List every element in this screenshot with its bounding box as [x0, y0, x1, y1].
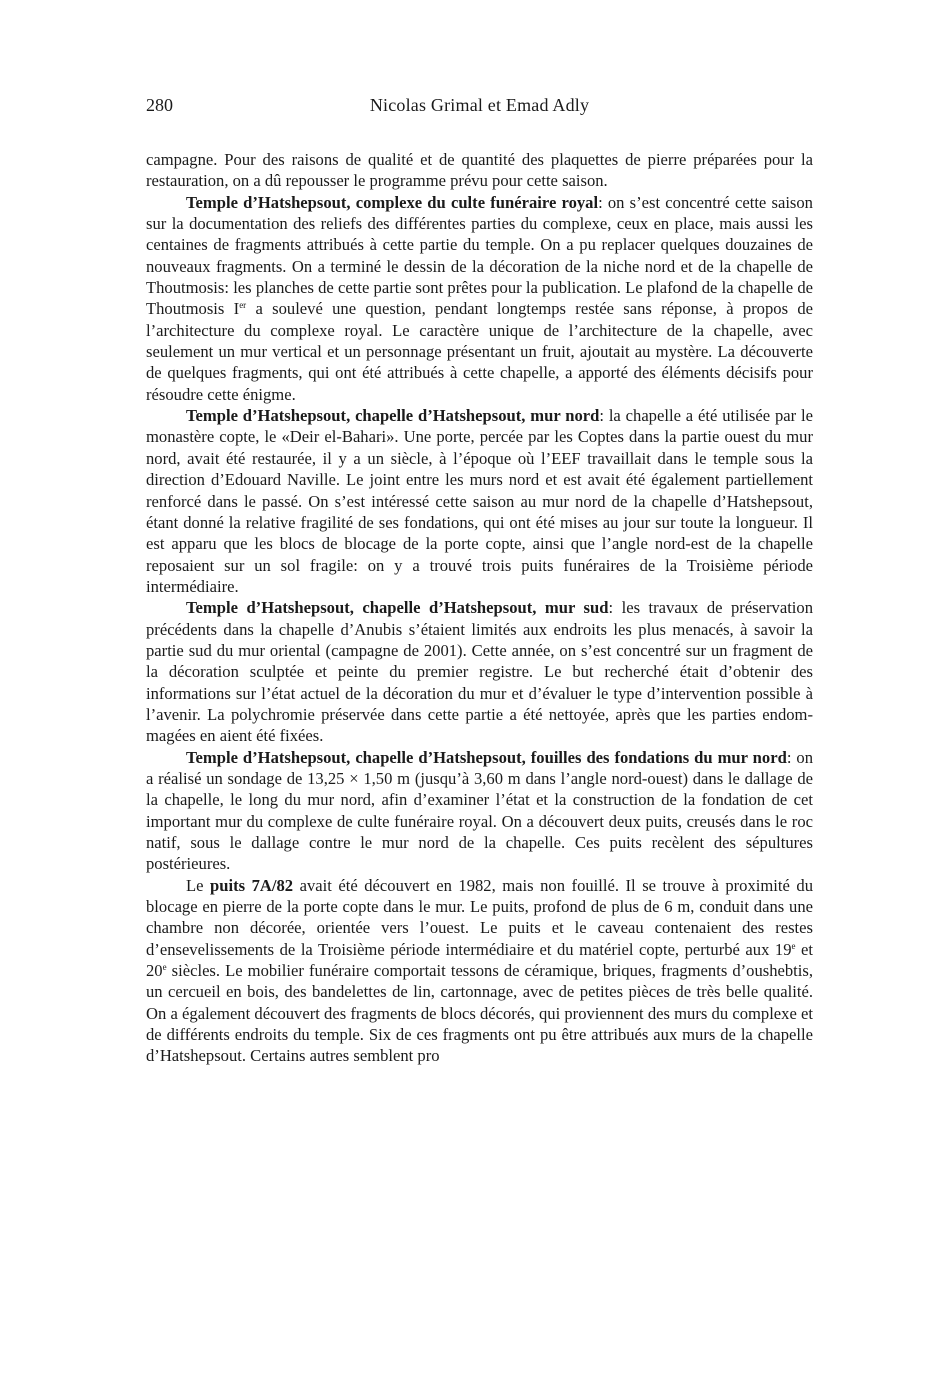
section-heading: Temple d’Hatshepsout, chapelle d’Hatshepsout, fouilles des fondations du mur nord — [186, 747, 787, 767]
paragraph-text: : on a réalisé un sondage de 13,25 × 1,50 m (jusqu’à 3,60 m dans l’angle nord-ouest) dans le dallage de la chapelle, le long du mur nord, afin d’examiner l’état et la construction de la fondation de cet important mur du complexe de culte funéraire royal. On a découvert deux puits, creusés dans le roc natif, sous le dallage contre le mur nord de la chapelle. Ces puits recèlent des sépultures postérieures. — [146, 747, 813, 874]
bold-term: puits 7A/82 — [210, 875, 294, 895]
paragraph-text: : les travaux de préservation précédents dans la chapelle d’Anubis s’étaient limités aux endroits les plus menacés, à savoir la partie sud du mur oriental (campagne de 2001). Cette année, on s’est concentré sur un fragment de la décoration sculptée et peinte du premier registre. Le but recherché était d’obtenir des informations sur l’état actuel de la décoration du mur et d’évaluer le type d’intervention possible à l’avenir. La polychromie préservée dans cette partie a été nettoyée, après que les parties endommagées en aient été fixées. — [146, 598, 814, 746]
paragraph-text-continued: a soulevé une question, pendant longtemps restée sans réponse, à propos de l’architecture du complexe royal. Le caractère unique de l’architecture de la chapelle, avec seulement un mur vertical et un personnage présentant un fruit, ajoutait au mystère. La découverte de quelques fragments, qui ont été attribués à cette chapelle, a apporté des éléments décisifs pour résoudre cette énigme. — [146, 299, 813, 404]
paragraph-text: campagne. Pour des raisons de qualité et de quantité des plaquettes de pierre préparées pour la restauration, on a dû repousser le programme prévu pour cette saison. — [146, 150, 813, 191]
paragraph-text-continued: siècles. Le mobilier funéraire comportait tessons de céramique, briques, fragments d’oushebtis, un cercueil en bois, des bandelettes de lin, cartonnage, avec de petites pièces de très belle qualité. On a également découvert des fragments de blocs décorés, qui proviennent des murs du complexe et de différents endroits du temple. Six de ces fragments ont pu être attribués aux murs de la chapelle d’Hatshepsout. Certains autres semblent pro — [146, 961, 813, 1066]
paragraph-text-middle: et 20 — [146, 939, 814, 981]
paragraph-1 — [146, 149, 813, 192]
paragraph-text: : la chapelle a été utilisée par le monastère copte, le «Deir el-Bahari». Une porte, percée par les Coptes dans la partie ouest du mur nord, avait été restaurée, il y a un siècle, à l’époque où l’EEF travaillait dans le temple sous la direction d’Edouard Naville. Le joint entre les murs nord et est avait été également partiellement renforcé dans le passé. On s’est intéressé cette saison au mur nord de la chapelle d’Hatshepsout, étant donné la relative fragilité de ses fondations, qui ont été mises au jour sur toute la longueur. Il est apparu que les blocs de blocage de la porte copte, ainsi que l’angle nord-est de la chapelle reposaient sur un sol fragile: on y a trouvé trois puits funéraires de la Troisième période intermédiaire. — [146, 406, 813, 596]
page-number: 280 — [146, 95, 173, 115]
section-heading: Temple d’Hatshepsout, chapelle d’Hatshepsout, mur sud — [186, 598, 609, 618]
paragraph-text: : on s’est concentré cette saison sur la documentation des reliefs des différentes parties du complexe, ceux en place, mais aussi les centaines de fragments attribués à cette partie du temple. On a pu replacer quelques douzaines de nouveaux fragments. On a terminé le dessin de la décoration de la niche nord et de la chapelle de Thoutmosis: les planches de cette partie sont prêtes pour la publication. Le plafond de la chapelle de Thoutmosis I — [146, 192, 813, 319]
paragraph-text-prefix: Le — [186, 875, 211, 895]
section-heading: Temple d’Hatshepsout, complexe du culte funéraire royal — [186, 192, 599, 212]
paragraph-3 — [146, 405, 813, 597]
paragraph-5 — [146, 747, 813, 875]
superscript: e — [791, 940, 796, 951]
paragraph-text: avait été découvert en 1982, mais non fouillé. Il se trouve à proximité du blocage en pierre de la porte copte dans le mur. Le puits, profond de plus de 6 m, conduit dans une chambre non décorée, orientée vers l’ouest. Le puits et le caveau contenaient des restes d’ensevelissements de la Troisième période intermédiaire et du matériel copte, perturbé aux 19 — [146, 875, 813, 959]
paragraph-4 — [146, 597, 813, 746]
body-text — [146, 149, 813, 1067]
paragraph-6 — [146, 875, 813, 1067]
section-heading: Temple d’Hatshepsout, chapelle d’Hatshepsout, mur nord — [186, 406, 600, 426]
running-head: Nicolas Grimal et Emad Adly — [369, 95, 590, 115]
paragraph-2 — [146, 192, 813, 405]
superscript: e — [162, 962, 167, 973]
page-header — [146, 95, 813, 119]
superscript: er — [239, 300, 247, 311]
